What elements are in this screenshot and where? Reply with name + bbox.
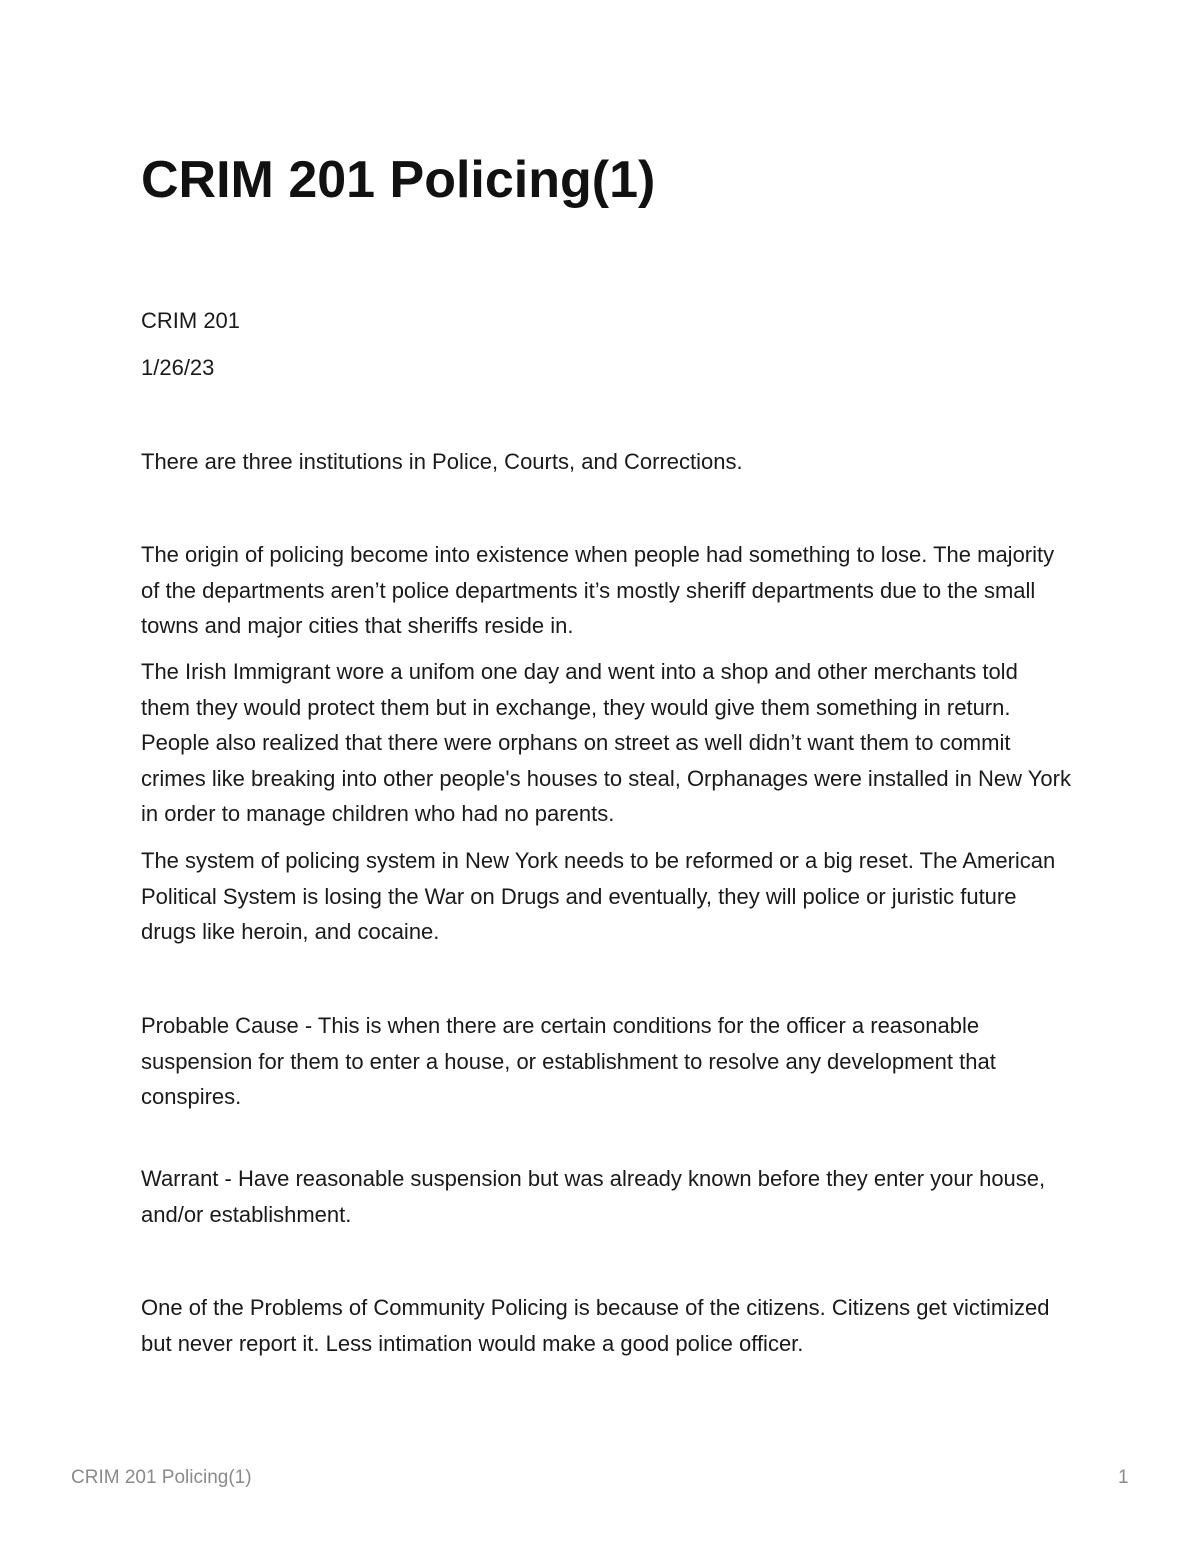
paragraph-system: The system of policing system in New York needs to be reformed or a big reset. The American Political System is losing the War on Drugs and eventually, they will police or juristic future drugs like heroin, and cocaine. bbox=[141, 848, 1056, 944]
paragraph-warrant: Warrant - Have reasonable suspension but was already known before they enter your house, and/or establishment. bbox=[141, 1166, 1046, 1227]
date-line: 1/26/23 bbox=[141, 355, 215, 380]
paragraph-community-policing: One of the Problems of Community Policing is because of the citizens. Citizens get victimized but never report it. Less intimation would make a good police officer. bbox=[141, 1295, 1050, 1356]
document-title: CRIM 201 Policing(1) bbox=[141, 151, 656, 209]
footer-page-number: 1 bbox=[1118, 1467, 1129, 1488]
paragraph-irish-immigrant: The Irish Immigrant wore a unifom one day and went into a shop and other merchants told them they would protect them but in exchange, they would give them something in return. People also realized that there were orphans on street as well didn’t want them to commit crimes like breaking into other people's houses to steal, Orphanages were installed in New York in order to manage children who had no parents. bbox=[141, 659, 1071, 826]
footer-title: CRIM 201 Policing(1) bbox=[71, 1467, 252, 1488]
paragraph-origin: The origin of policing become into existence when people had something to lose. The majority of the departments aren’t police departments it’s mostly sheriff departments due to the small towns and major cities that sheriffs reside in. bbox=[141, 542, 1055, 638]
course-line: CRIM 201 bbox=[141, 308, 241, 333]
paragraph-probable-cause: Probable Cause - This is when there are certain conditions for the officer a reasonable suspension for them to enter a house, or establishment to resolve any development that conspires. bbox=[141, 1013, 996, 1109]
paragraph-institutions: There are three institutions in Police, Courts, and Corrections. bbox=[141, 449, 743, 474]
